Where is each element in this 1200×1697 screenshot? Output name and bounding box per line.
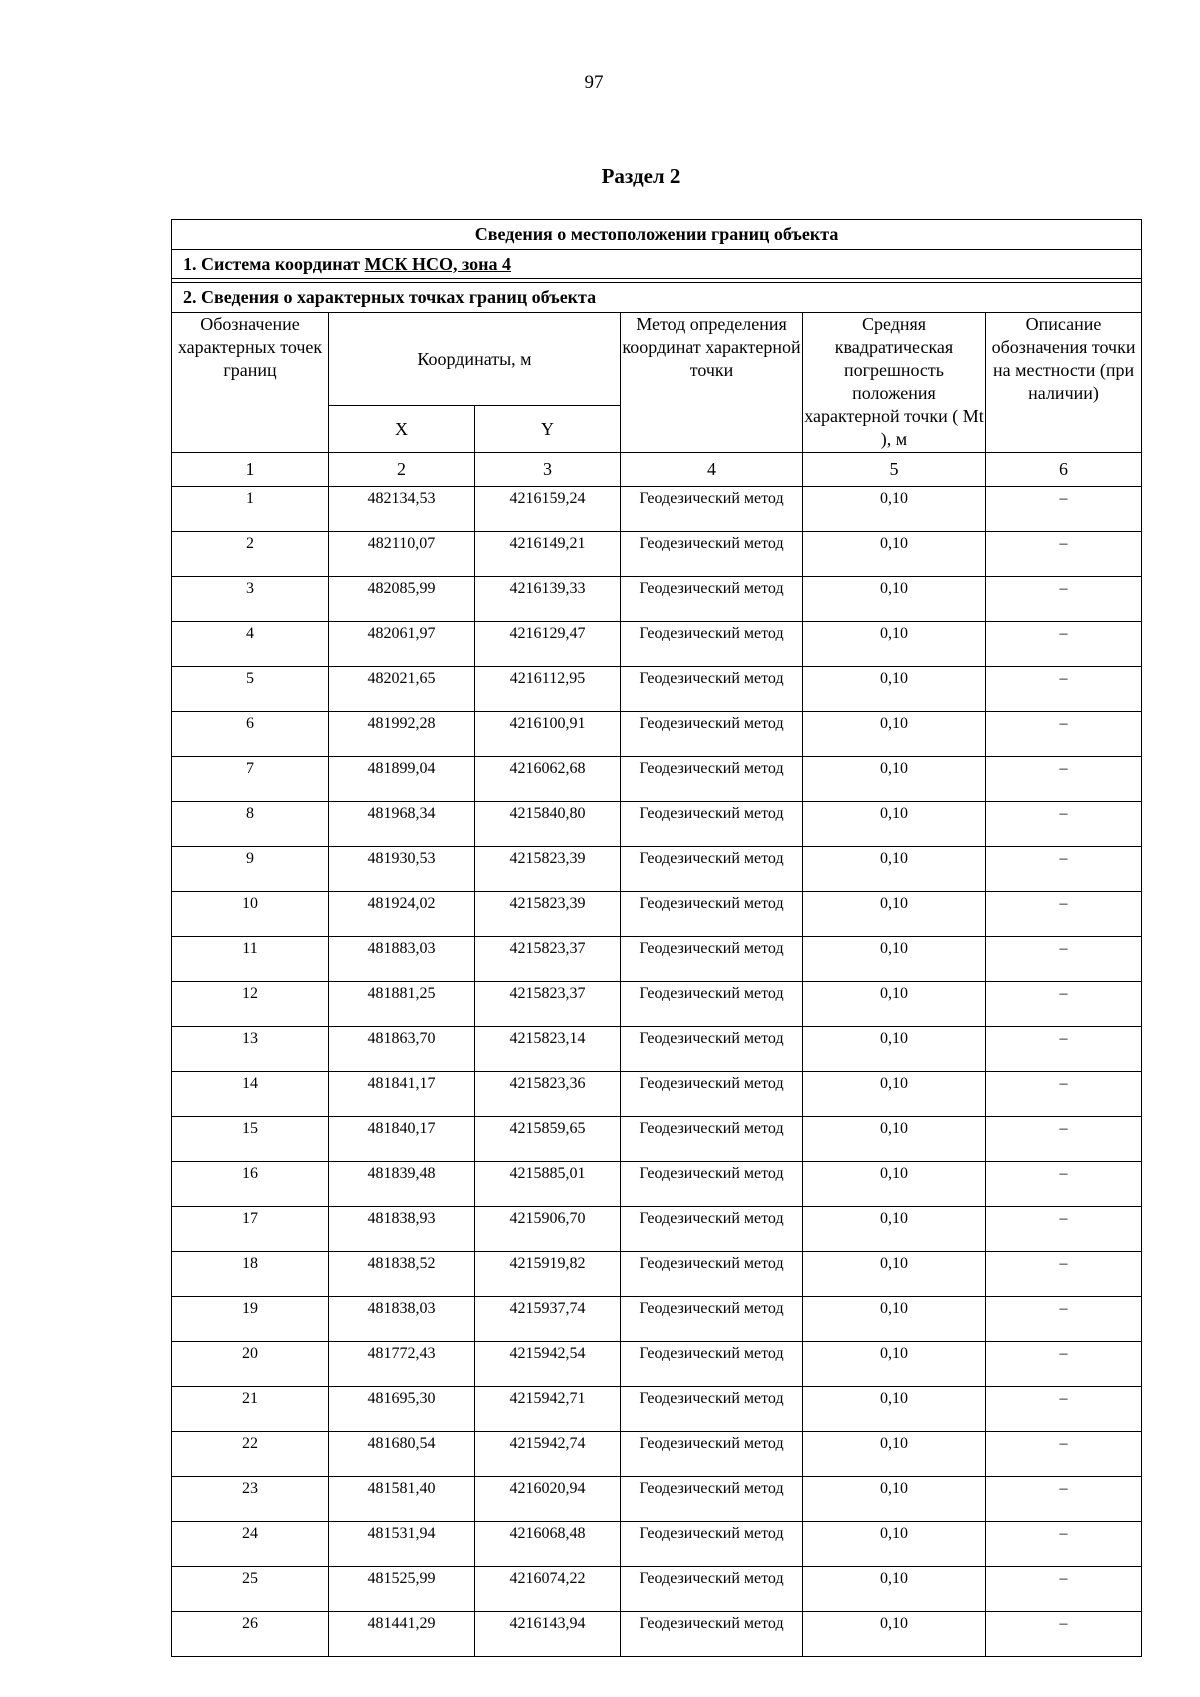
x-coordinate-cell: 481441,29: [329, 1612, 475, 1657]
table-row: [172, 1252, 1142, 1297]
method-cell: Геодезический метод: [621, 1612, 803, 1657]
table-row: [172, 577, 1142, 622]
error-cell: 0,10: [803, 1342, 986, 1387]
method-cell: Геодезический метод: [621, 487, 803, 532]
y-coordinate-cell: 4216062,68: [475, 757, 621, 802]
point-number-cell: 8: [172, 802, 329, 847]
method-cell: Геодезический метод: [621, 937, 803, 982]
method-cell: Геодезический метод: [621, 892, 803, 937]
description-cell: –: [986, 667, 1142, 712]
description-cell: –: [986, 577, 1142, 622]
table-row: [172, 1432, 1142, 1477]
y-coordinate-cell: 4215859,65: [475, 1117, 621, 1162]
table-row: [172, 667, 1142, 712]
method-cell: Геодезический метод: [621, 1522, 803, 1567]
header-y: Y: [475, 406, 621, 453]
error-cell: 0,10: [803, 757, 986, 802]
error-cell: 0,10: [803, 802, 986, 847]
x-coordinate-cell: 481695,30: [329, 1387, 475, 1432]
error-cell: 0,10: [803, 1072, 986, 1117]
point-number-cell: 2: [172, 532, 329, 577]
y-coordinate-cell: 4215942,54: [475, 1342, 621, 1387]
point-number-cell: 24: [172, 1522, 329, 1567]
error-cell: 0,10: [803, 667, 986, 712]
description-cell: –: [986, 1522, 1142, 1567]
table-row: [172, 757, 1142, 802]
x-coordinate-cell: 482061,97: [329, 622, 475, 667]
error-cell: 0,10: [803, 1612, 986, 1657]
description-cell: –: [986, 757, 1142, 802]
y-coordinate-cell: 4216020,94: [475, 1477, 621, 1522]
error-cell: 0,10: [803, 712, 986, 757]
x-coordinate-cell: 481930,53: [329, 847, 475, 892]
method-cell: Геодезический метод: [621, 982, 803, 1027]
table-row: [172, 1567, 1142, 1612]
error-cell: 0,10: [803, 1477, 986, 1522]
table-row: [172, 937, 1142, 982]
description-cell: –: [986, 1342, 1142, 1387]
error-cell: 0,10: [803, 892, 986, 937]
header-method: Метод определения координат характерной точки: [621, 313, 803, 453]
point-number-cell: 11: [172, 937, 329, 982]
boundary-points-table: [171, 219, 1142, 1657]
point-number-cell: 23: [172, 1477, 329, 1522]
error-cell: 0,10: [803, 622, 986, 667]
table-row: [172, 892, 1142, 937]
point-number-cell: 13: [172, 1027, 329, 1072]
x-coordinate-cell: 481838,03: [329, 1297, 475, 1342]
coord-system-prefix: 1. Система координат: [183, 253, 365, 274]
method-cell: Геодезический метод: [621, 1072, 803, 1117]
x-coordinate-cell: 482085,99: [329, 577, 475, 622]
column-number: 6: [986, 453, 1142, 487]
column-number: 5: [803, 453, 986, 487]
y-coordinate-cell: 4216139,33: [475, 577, 621, 622]
points-title: 2. Сведения о характерных точках границ объекта: [172, 283, 1142, 313]
column-number: 3: [475, 453, 621, 487]
x-coordinate-cell: 481968,34: [329, 802, 475, 847]
method-cell: Геодезический метод: [621, 1297, 803, 1342]
table-title: Сведения о местоположении границ объекта: [172, 220, 1142, 250]
y-coordinate-cell: 4215823,39: [475, 847, 621, 892]
x-coordinate-cell: 481680,54: [329, 1432, 475, 1477]
table-row: [172, 1162, 1142, 1207]
method-cell: Геодезический метод: [621, 1207, 803, 1252]
column-number: 2: [329, 453, 475, 487]
error-cell: 0,10: [803, 1387, 986, 1432]
description-cell: –: [986, 1612, 1142, 1657]
table-row: [172, 1522, 1142, 1567]
point-number-cell: 5: [172, 667, 329, 712]
point-number-cell: 17: [172, 1207, 329, 1252]
method-cell: Геодезический метод: [621, 1162, 803, 1207]
description-cell: –: [986, 1027, 1142, 1072]
method-cell: Геодезический метод: [621, 757, 803, 802]
table-row: [172, 712, 1142, 757]
point-number-cell: 9: [172, 847, 329, 892]
point-number-cell: 3: [172, 577, 329, 622]
x-coordinate-cell: 481772,43: [329, 1342, 475, 1387]
x-coordinate-cell: 481881,25: [329, 982, 475, 1027]
y-coordinate-cell: 4215942,74: [475, 1432, 621, 1477]
point-number-cell: 26: [172, 1612, 329, 1657]
description-cell: –: [986, 982, 1142, 1027]
table-row: [172, 847, 1142, 892]
error-cell: 0,10: [803, 982, 986, 1027]
description-cell: –: [986, 1432, 1142, 1477]
description-cell: –: [986, 1252, 1142, 1297]
table-row: [172, 622, 1142, 667]
x-coordinate-cell: 481838,93: [329, 1207, 475, 1252]
header-error: Средняя квадратическая погрешность положения характерной точки ( Mt ), м: [803, 313, 986, 453]
description-cell: –: [986, 847, 1142, 892]
error-cell: 0,10: [803, 577, 986, 622]
point-number-cell: 21: [172, 1387, 329, 1432]
point-number-cell: 1: [172, 487, 329, 532]
error-cell: 0,10: [803, 937, 986, 982]
method-cell: Геодезический метод: [621, 1567, 803, 1612]
error-cell: 0,10: [803, 1117, 986, 1162]
table-row: [172, 1387, 1142, 1432]
error-cell: 0,10: [803, 1027, 986, 1072]
y-coordinate-cell: 4216112,95: [475, 667, 621, 712]
table-row: [172, 982, 1142, 1027]
method-cell: Геодезический метод: [621, 712, 803, 757]
description-cell: –: [986, 532, 1142, 577]
x-coordinate-cell: 482134,53: [329, 487, 475, 532]
y-coordinate-cell: 4215942,71: [475, 1387, 621, 1432]
y-coordinate-cell: 4215885,01: [475, 1162, 621, 1207]
page-number: 97: [584, 72, 604, 93]
header-x: X: [329, 406, 475, 453]
point-number-cell: 16: [172, 1162, 329, 1207]
x-coordinate-cell: 481992,28: [329, 712, 475, 757]
error-cell: 0,10: [803, 487, 986, 532]
method-cell: Геодезический метод: [621, 1252, 803, 1297]
error-cell: 0,10: [803, 1432, 986, 1477]
header-designation: Обозначение характерных точек границ: [172, 313, 329, 453]
error-cell: 0,10: [803, 1162, 986, 1207]
point-number-cell: 20: [172, 1342, 329, 1387]
y-coordinate-cell: 4215937,74: [475, 1297, 621, 1342]
method-cell: Геодезический метод: [621, 1387, 803, 1432]
table-row: [172, 532, 1142, 577]
y-coordinate-cell: 4216100,91: [475, 712, 621, 757]
coord-system-row: [172, 250, 1142, 279]
x-coordinate-cell: 481838,52: [329, 1252, 475, 1297]
y-coordinate-cell: 4216149,21: [475, 532, 621, 577]
method-cell: Геодезический метод: [621, 1117, 803, 1162]
x-coordinate-cell: 481839,48: [329, 1162, 475, 1207]
error-cell: 0,10: [803, 1207, 986, 1252]
error-cell: 0,10: [803, 1297, 986, 1342]
table-row: [172, 1612, 1142, 1657]
x-coordinate-cell: 481841,17: [329, 1072, 475, 1117]
description-cell: –: [986, 1072, 1142, 1117]
table-row: [172, 1117, 1142, 1162]
method-cell: Геодезический метод: [621, 532, 803, 577]
y-coordinate-cell: 4215906,70: [475, 1207, 621, 1252]
y-coordinate-cell: 4215823,39: [475, 892, 621, 937]
point-number-cell: 10: [172, 892, 329, 937]
y-coordinate-cell: 4216159,24: [475, 487, 621, 532]
table-row: [172, 1207, 1142, 1252]
x-coordinate-cell: 481863,70: [329, 1027, 475, 1072]
x-coordinate-cell: 481581,40: [329, 1477, 475, 1522]
description-cell: –: [986, 892, 1142, 937]
description-cell: –: [986, 1477, 1142, 1522]
column-number: 1: [172, 453, 329, 487]
method-cell: Геодезический метод: [621, 622, 803, 667]
description-cell: –: [986, 487, 1142, 532]
table-row: [172, 802, 1142, 847]
method-cell: Геодезический метод: [621, 577, 803, 622]
x-coordinate-cell: 482021,65: [329, 667, 475, 712]
description-cell: –: [986, 937, 1142, 982]
x-coordinate-cell: 481840,17: [329, 1117, 475, 1162]
point-number-cell: 15: [172, 1117, 329, 1162]
y-coordinate-cell: 4216068,48: [475, 1522, 621, 1567]
error-cell: 0,10: [803, 1522, 986, 1567]
table-row: [172, 487, 1142, 532]
description-cell: –: [986, 622, 1142, 667]
method-cell: Геодезический метод: [621, 1477, 803, 1522]
method-cell: Геодезический метод: [621, 1342, 803, 1387]
table-row: [172, 1477, 1142, 1522]
point-number-cell: 7: [172, 757, 329, 802]
point-number-cell: 4: [172, 622, 329, 667]
table-row: [172, 1342, 1142, 1387]
y-coordinate-cell: 4216143,94: [475, 1612, 621, 1657]
method-cell: Геодезический метод: [621, 1027, 803, 1072]
y-coordinate-cell: 4215823,36: [475, 1072, 621, 1117]
table-row: [172, 1072, 1142, 1117]
description-cell: –: [986, 712, 1142, 757]
y-coordinate-cell: 4215840,80: [475, 802, 621, 847]
point-number-cell: 14: [172, 1072, 329, 1117]
x-coordinate-cell: 481924,02: [329, 892, 475, 937]
table-row: [172, 1297, 1142, 1342]
y-coordinate-cell: 4215823,14: [475, 1027, 621, 1072]
point-number-cell: 6: [172, 712, 329, 757]
error-cell: 0,10: [803, 532, 986, 577]
section-title: Раздел 2: [601, 164, 681, 188]
y-coordinate-cell: 4215823,37: [475, 982, 621, 1027]
description-cell: –: [986, 1297, 1142, 1342]
point-number-cell: 22: [172, 1432, 329, 1477]
method-cell: Геодезический метод: [621, 847, 803, 892]
point-number-cell: 12: [172, 982, 329, 1027]
column-number: 4: [621, 453, 803, 487]
method-cell: Геодезический метод: [621, 1432, 803, 1477]
error-cell: 0,10: [803, 847, 986, 892]
description-cell: –: [986, 1207, 1142, 1252]
method-cell: Геодезический метод: [621, 802, 803, 847]
x-coordinate-cell: 481899,04: [329, 757, 475, 802]
point-number-cell: 25: [172, 1567, 329, 1612]
description-cell: –: [986, 1162, 1142, 1207]
x-coordinate-cell: 481525,99: [329, 1567, 475, 1612]
y-coordinate-cell: 4215823,37: [475, 937, 621, 982]
error-cell: 0,10: [803, 1252, 986, 1297]
y-coordinate-cell: 4216129,47: [475, 622, 621, 667]
y-coordinate-cell: 4215919,82: [475, 1252, 621, 1297]
y-coordinate-cell: 4216074,22: [475, 1567, 621, 1612]
table-row: [172, 1027, 1142, 1072]
coord-system-value: МСК НСО, зона 4: [364, 253, 512, 274]
description-cell: –: [986, 1387, 1142, 1432]
header-coordinates: Координаты, м: [329, 313, 621, 406]
coord-system-trailing: [511, 254, 565, 274]
point-number-cell: 18: [172, 1252, 329, 1297]
x-coordinate-cell: 481531,94: [329, 1522, 475, 1567]
x-coordinate-cell: 482110,07: [329, 532, 475, 577]
description-cell: –: [986, 802, 1142, 847]
x-coordinate-cell: 481883,03: [329, 937, 475, 982]
description-cell: –: [986, 1117, 1142, 1162]
point-number-cell: 19: [172, 1297, 329, 1342]
error-cell: 0,10: [803, 1567, 986, 1612]
header-description: Описание обозначения точки на местности (при наличии): [986, 313, 1142, 453]
method-cell: Геодезический метод: [621, 667, 803, 712]
description-cell: –: [986, 1567, 1142, 1612]
